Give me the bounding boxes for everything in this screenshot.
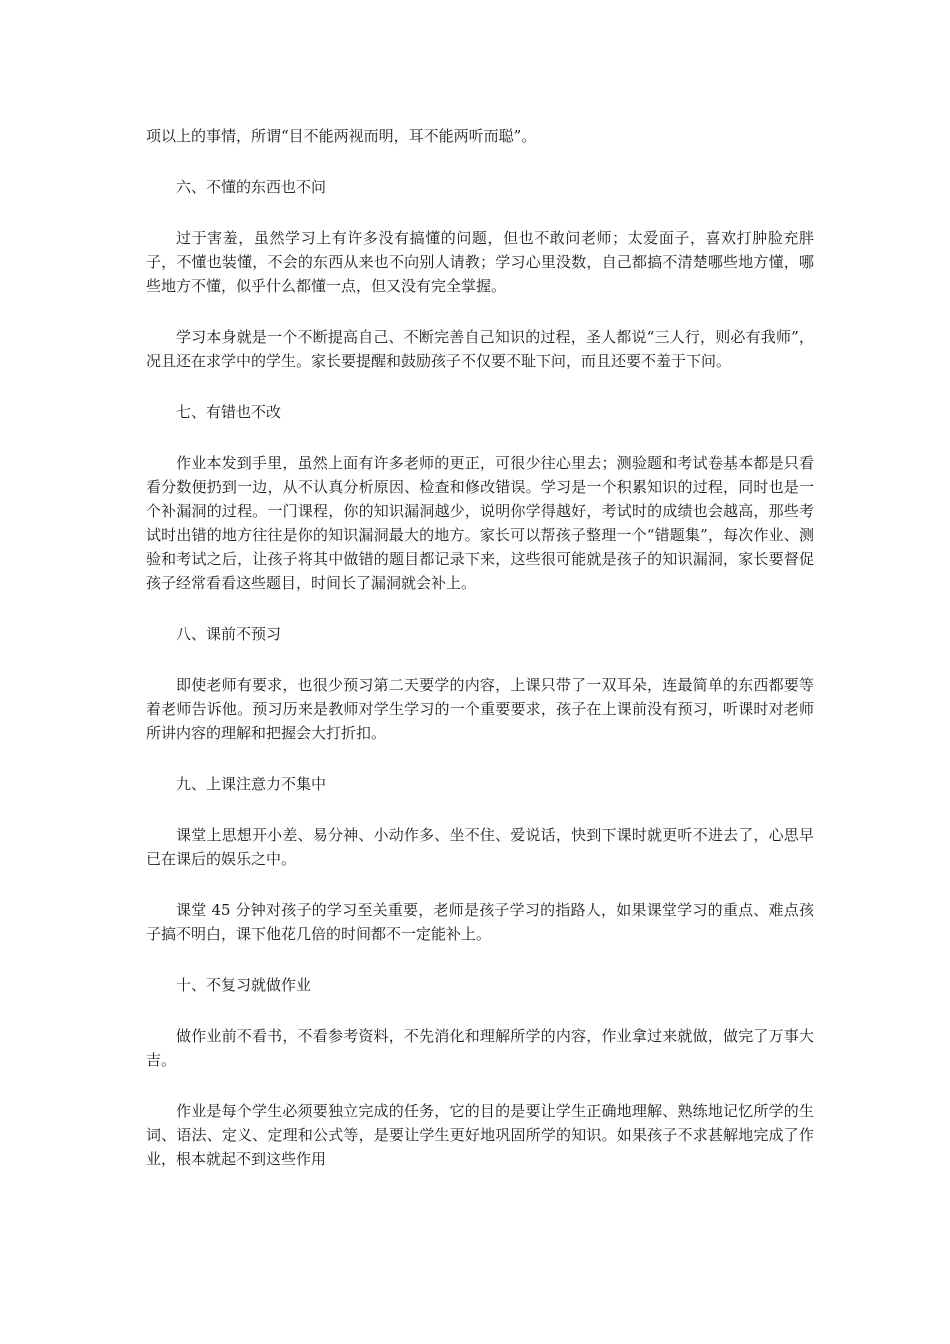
section-heading-8: 八、课前不预习	[176, 625, 282, 643]
paragraph: 作业是每个学生必须要独立完成的任务，它的目的是要让学生正确地理解、熟练地记忆所学的生词、语法、定义、定理和公式等，是要让学生更好地巩固所学的知识。如果孩子不求甚解地完成了作业，根本就起不到这些作用	[146, 1102, 814, 1168]
paragraph: 项以上的事情，所谓“目不能两视而明，耳不能两听而聪”。	[146, 127, 537, 145]
section-heading-10: 十、不复习就做作业	[176, 976, 312, 994]
section-heading-7: 七、有错也不改	[176, 403, 282, 421]
section-heading-6: 六、不懂的东西也不问	[176, 178, 327, 196]
paragraph: 作业本发到手里，虽然上面有许多老师的更正，可很少往心里去；测验题和考试卷基本都是只看看分数便扔到一边，从不认真分析原因、检查和修改错误。学习是一个积累知识的过程，同时也是一个补漏洞的过程。一门课程，你的知识漏洞越少，说明你学得越好，考试时的成绩也会越高，那些考试时出错的地方往往是你的知识漏洞最大的地方。家长可以帮孩子整理一个“错题集”，每次作业、测验和考试之后，让孩子将其中做错的题目都记录下来，这些很可能就是孩子的知识漏洞，家长要督促孩子经常看看这些题目，时间长了漏洞就会补上。	[146, 454, 814, 592]
document-body	[146, 124, 814, 1198]
paragraph: 课堂上思想开小差、易分神、小动作多、坐不住、爱说话，快到下课时就更听不进去了，心思早已在课后的娱乐之中。	[146, 826, 814, 868]
paragraph: 学习本身就是一个不断提高自己、不断完善自己知识的过程，圣人都说“三人行，则必有我师”，况且还在求学中的学生。家长要提醒和鼓励孩子不仅要不耻下问，而且还要不羞于下问。	[146, 328, 814, 370]
section-heading-9: 九、上课注意力不集中	[176, 775, 327, 793]
paragraph: 过于害羞，虽然学习上有许多没有搞懂的问题，但也不敢问老师；太爱面子，喜欢打肿脸充胖子，不懂也装懂，不会的东西从来也不向别人请教；学习心里没数，自己都搞不清楚哪些地方懂，哪些地方不懂，似乎什么都懂一点，但又没有完全掌握。	[146, 229, 814, 295]
paragraph: 课堂 45 分钟对孩子的学习至关重要，老师是孩子学习的指路人，如果课堂学习的重点、难点孩子搞不明白，课下他花几倍的时间都不一定能补上。	[146, 901, 814, 943]
paragraph: 做作业前不看书，不看参考资料，不先消化和理解所学的内容，作业拿过来就做，做完了万事大吉。	[146, 1027, 814, 1069]
paragraph: 即使老师有要求，也很少预习第二天要学的内容，上课只带了一双耳朵，连最简单的东西都要等着老师告诉他。预习历来是教师对学生学习的一个重要要求，孩子在上课前没有预习，听课时对老师所讲内容的理解和把握会大打折扣。	[146, 676, 814, 742]
